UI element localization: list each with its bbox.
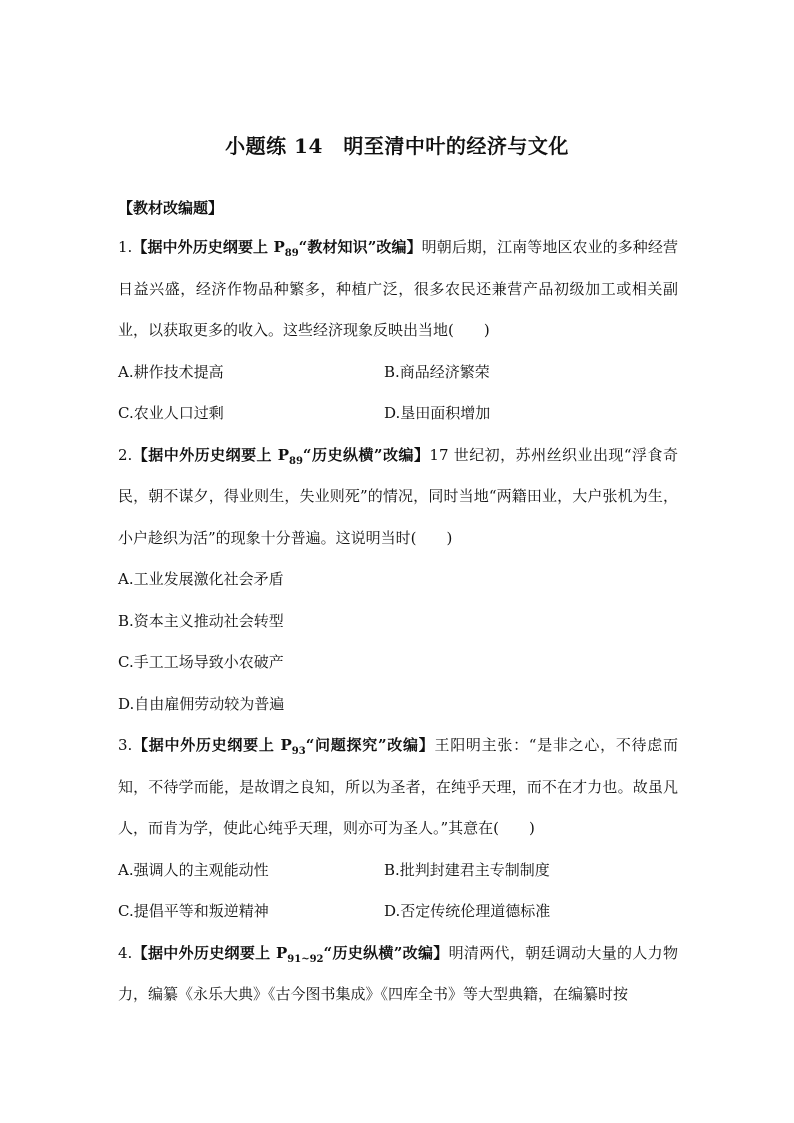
- question-text: 明清两代，朝廷调动大量的人力物力，编纂《永乐大典》《古今图书集成》《四库全书》等大型典籍，在编纂时按: [118, 943, 678, 1003]
- option-c[interactable]: C.农业人口过剩: [118, 404, 224, 422]
- question-number: 1.: [118, 238, 133, 256]
- question-1: [118, 227, 678, 352]
- option-b[interactable]: B.商品经济繁荣: [384, 362, 490, 381]
- section-heading: 【教材改编题】: [118, 199, 224, 217]
- question-text: 明朝后期，江南等地区农业的多种经营日益兴盛，经济作物品种繁多，种植广泛，很多农民还兼营产品初级加工或相关副业，以获取更多的收入。这些经济现象反映出当地( ): [118, 238, 678, 339]
- option-a[interactable]: A.工业发展激化社会矛盾: [118, 570, 284, 588]
- options-row: [118, 352, 678, 394]
- option-c[interactable]: C.手工工场导致小农破产: [118, 653, 284, 671]
- option-d[interactable]: D.否定传统伦理道德标准: [384, 902, 551, 920]
- question-number: 3.: [118, 736, 133, 754]
- question-source-tag: 【据中外历史纲要上 $P_{89}“$历史纵横”改编】: [132, 445, 430, 467]
- options-row: [118, 393, 678, 435]
- option-d[interactable]: D.垦田面积增加: [384, 404, 491, 422]
- options-row: [118, 891, 678, 933]
- page-subscript: 89: [289, 455, 303, 467]
- option-a[interactable]: A.耕作技术提高: [118, 362, 224, 381]
- option-d[interactable]: D.自由雇佣劳动较为普遍: [118, 694, 285, 713]
- question-text: 17 世纪初，苏州丝织业出现“浮食奇民，朝不谋夕，得业则生，失业则死”的情况，同时当地“两籍田业，大户张机为生，小户趁织为活”的现象十分普遍。这说明当时( ): [118, 445, 678, 547]
- page-subscript: 93: [291, 746, 306, 757]
- question-3: [118, 725, 678, 850]
- question-number: 4.: [118, 943, 133, 962]
- option-c[interactable]: C.提倡平等和叛逆精神: [118, 902, 269, 920]
- question-source-tag: 【据中外历史纲要上 $P_{91\sim 92}“$历史纵横”改编】: [132, 943, 449, 965]
- question-4: [118, 933, 678, 1016]
- question-list: [118, 227, 678, 1016]
- options-row: [118, 850, 678, 892]
- option-b[interactable]: B.批判封建君主专制制度: [384, 860, 550, 879]
- page-subscript: 91~92: [287, 953, 324, 965]
- option-a[interactable]: A.强调人的主观能动性: [118, 860, 269, 879]
- question-text: 王阳明主张：“是非之心，不待虑而知，不待学而能，是故谓之良知，所以为圣者，在纯乎天理，而不在才力也。故虽凡人，而肯为学，使此心纯乎天理，则亦可为圣人。”其意在( ): [118, 736, 678, 837]
- option-b[interactable]: B.资本主义推动社会转型: [118, 611, 284, 630]
- question-number: 2.: [118, 445, 133, 464]
- page-title: 小题练 14 明至清中叶的经济与文化: [225, 134, 569, 158]
- page-subscript: 89: [284, 248, 299, 259]
- question-source-tag: 【据中外历史纲要上 $P_{93}“$问题探究”改编】: [132, 736, 435, 757]
- question-2: [118, 435, 678, 560]
- question-source-tag: 【据中外历史纲要上 $P_{89}“$教材知识”改编】: [132, 238, 422, 259]
